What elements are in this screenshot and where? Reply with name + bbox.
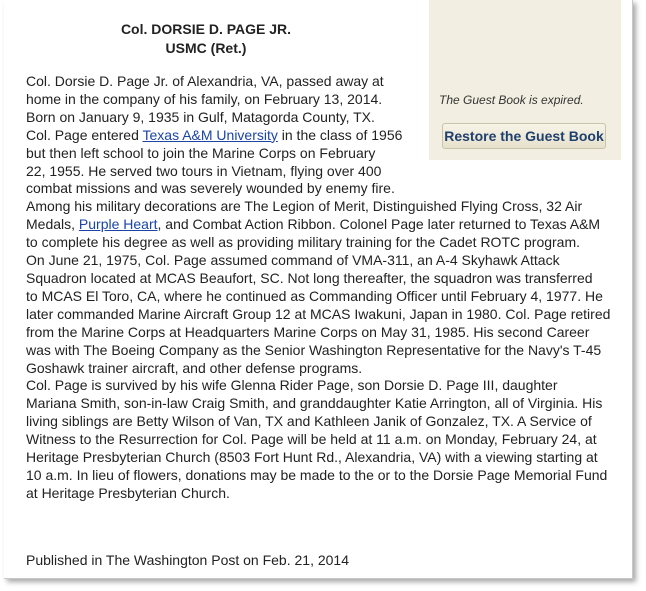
obit-line: to MCAS El Toro, CA, where he continued as Commanding Officer until February 4, 1977. He — [26, 287, 603, 304]
obit-line: was with The Boeing Company as the Senior Washington Representative for the Navy's T-45 — [26, 341, 602, 358]
obit-text: Medals, — [26, 216, 79, 233]
obit-line: Goshawk trainer aircraft, and other defense programs. — [26, 359, 363, 376]
obit-line: to complete his degree as well as providing military training for the Cadet ROTC program. — [26, 234, 581, 251]
obit-line: from the Marine Corps at Headquarters Marine Corps on May 31, 1985. His second Career — [26, 323, 590, 340]
purple-heart-link[interactable]: Purple Heart — [78, 216, 158, 233]
obit-line: at Heritage Presbyterian Church. — [26, 484, 230, 501]
obit-line: but then left school to join the Marine Corps on February — [26, 144, 376, 161]
guest-book-status: The Guest Book is expired. — [439, 93, 584, 107]
obit-line: 22, 1955. He served two tours in Vietnam, flying over 400 — [26, 162, 382, 179]
obit-line: On June 21, 1975, Col. Page assumed command of VMA-311, an A-4 Skyhawk Attack — [26, 252, 560, 269]
obit-line: Witness to the Resurrection for Col. Page will be held at 11 a.m. on Monday, February 24, at — [26, 431, 597, 448]
restore-guest-book-button[interactable]: Restore the Guest Book — [442, 123, 606, 149]
obit-text: , and Combat Action Ribbon. Colonel Page later returned to Texas A&M — [157, 216, 601, 233]
obit-line: home in the company of his family, on February 13, 2014. — [26, 90, 383, 107]
obituary-page — [4, 0, 633, 579]
publication-note: Published in The Washington Post on Feb. 21, 2014 — [26, 552, 349, 568]
obit-line — [26, 216, 626, 234]
obit-line: combat missions and was severely wounded by enemy fire. — [26, 180, 395, 197]
obit-line — [26, 127, 626, 145]
texas-am-university-link[interactable]: Texas A&M University — [142, 126, 278, 143]
obit-line: Among his military decorations are The Legion of Merit, Distinguished Flying Cross, 32 Air — [26, 198, 583, 215]
obit-line: 10 a.m. In lieu of flowers, donations may be made to the or to the Dorsie Page Memorial Fund — [26, 466, 608, 483]
obit-line: Mariana Smith, son-in-law Craig Smith, and granddaughter Katie Arrington, all of Virginia. His — [26, 395, 603, 412]
obit-line: Heritage Presbyterian Church (8503 Fort Hunt Rd., Alexandria, VA) with a viewing starting at — [26, 449, 598, 466]
obit-text: in the class of 1956 — [277, 126, 403, 143]
deceased-rank: USMC (Ret.) — [165, 40, 247, 56]
obituary-header — [26, 20, 386, 58]
obit-line: Squadron located at MCAS Beaufort, SC. Not long thereafter, the squadron was transferred — [26, 269, 593, 286]
obit-line: Col. Page is survived by his wife Glenna Rider Page, son Dorsie D. Page III, daughter — [26, 377, 558, 394]
obit-line: living siblings are Betty Wilson of Van, TX and Kathleen Janik of Gonzalez, TX. A Service of — [26, 413, 592, 430]
obit-text: Col. Page entered — [26, 126, 143, 143]
obit-line: later commanded Marine Aircraft Group 12 at MCAS Iwakuni, Japan in 1980. Col. Page retired — [26, 305, 611, 322]
obit-line: Col. Dorsie D. Page Jr. of Alexandria, VA, passed away at — [26, 73, 384, 89]
obit-line: Born on January 9, 1935 in Gulf, Matagorda County, TX. — [26, 108, 375, 125]
obituary-text — [26, 73, 626, 503]
deceased-name: Col. DORSIE D. PAGE JR. — [120, 21, 292, 37]
